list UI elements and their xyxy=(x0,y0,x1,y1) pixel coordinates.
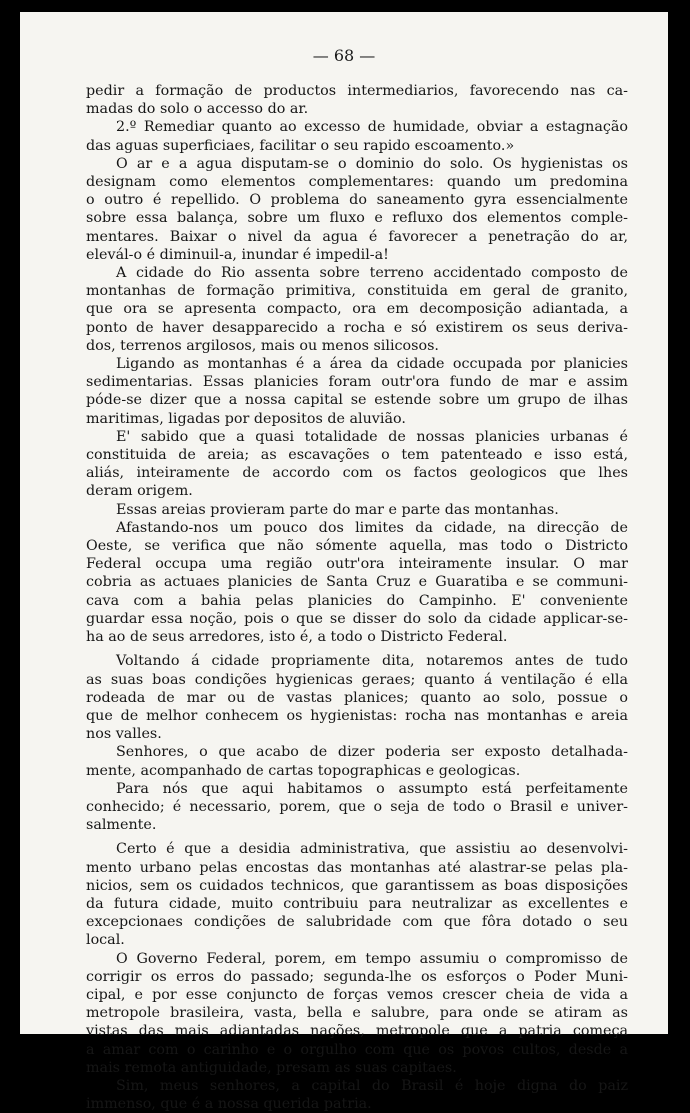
text-line: que ora se apresenta compacto, ora em decomposição adiantada, a xyxy=(86,301,628,318)
paragraph xyxy=(86,264,628,355)
text-line: Oeste, se verifica que não sómente aquella, mas todo o Districto xyxy=(86,538,628,555)
paragraph xyxy=(86,1077,628,1113)
text-line: local. xyxy=(86,932,125,949)
text-line: metropole brasileira, vasta, bella e salubre, para onde se atiram as xyxy=(86,1005,628,1022)
paragraph xyxy=(86,519,628,646)
text-line: que de melhor conhecem os hygienistas: rocha nas montanhas e areia xyxy=(86,707,628,724)
text-line: nicios, sem os cuidados technicos, que garantissem as boas disposições xyxy=(86,877,628,894)
text-line: pedir a formação de productos intermediarios, favorecendo nas ca- xyxy=(86,83,628,99)
text-line: da futura cidade, muito contribuiu para neutralizar as excellentes e xyxy=(86,895,628,912)
text-line: sedimentarias. Essas planicies foram outr'ora fundo de mar e assim xyxy=(86,374,628,391)
paragraph xyxy=(86,652,628,743)
text-line: Senhores, o que acabo de dizer poderia ser exposto detalhada- xyxy=(116,744,628,761)
text-line: guardar essa noção, pois o que se disser do solo da cidade applicar-se- xyxy=(86,610,628,627)
text-line: Essas areias provieram parte do mar e parte das montanhas. xyxy=(116,501,559,518)
text-line: cipal, e por esse conjuncto de forças vemos crescer cheia de vida a xyxy=(86,986,628,1003)
text-line: rodeada de mar ou de vastas planices; quanto ao solo, possue o xyxy=(86,689,628,706)
paragraph xyxy=(86,355,628,428)
text-line: mento urbano pelas encostas das montanhas até alastrar-se pelas pla- xyxy=(86,859,628,876)
text-line: Para nós que aqui habitamos o assumpto está perfeitamente xyxy=(116,780,628,797)
text-line: ponto de haver desapparecido a rocha e só existirem os seus deriva- xyxy=(86,319,628,336)
text-line: 2.º Remediar quanto ao excesso de humidade, obviar a estagnação xyxy=(116,119,628,136)
text-line: A cidade do Rio assenta sobre terreno accidentado composto de xyxy=(116,265,628,282)
text-line: corrigir os erros do passado; segunda-lhe os esforços o Poder Muni- xyxy=(86,968,628,985)
text-line: O ar e a agua disputam-se o dominio do solo. Os hygienistas os xyxy=(116,155,628,172)
text-line: sobre essa balança, sobre um fluxo e refluxo dos elementos comple- xyxy=(86,210,628,227)
text-line: mais remota antiguidade, presam as suas capitaes. xyxy=(86,1059,457,1076)
text-line: conhecido; é necessario, porem, que o seja de todo o Brasil e univer- xyxy=(86,798,628,815)
page-number: — 68 — xyxy=(312,46,376,65)
text-line: excepcionaes condições de salubridade com que fôra dotado o seu xyxy=(86,914,628,931)
text-line: cobria as actuaes planicies de Santa Cruz e Guaratiba e se communi- xyxy=(86,574,628,591)
paragraph xyxy=(86,840,628,949)
paragraph xyxy=(86,428,628,501)
text-line: mentares. Baixar o nivel da agua é favorecer a penetração do ar, xyxy=(86,228,628,245)
text-line: constituida de areia; as escavações o tem patenteado e isso está, xyxy=(86,447,628,464)
text-line: designam como elementos complementares: quando um predomina xyxy=(86,174,628,191)
text-line: o outro é repellido. O problema do saneamento gyra essencialmente xyxy=(86,192,628,209)
paragraph xyxy=(86,780,628,835)
body-text xyxy=(86,82,628,1113)
text-line: immenso, que é a nossa querida patria. xyxy=(86,1096,372,1113)
text-line: montanhas de formação primitiva, constituida em geral de granito, xyxy=(86,283,628,300)
text-line: Ligando as montanhas é a área da cidade occupada por planicies xyxy=(116,356,628,373)
text-line: cava com a bahia pelas planicies do Campinho. E' conveniente xyxy=(86,592,628,609)
text-line: maritimas, ligadas por depositos de aluvião. xyxy=(86,410,406,427)
text-line: Certo é que a desidia administrativa, que assistiu ao desenvolvi- xyxy=(116,841,628,858)
paragraph xyxy=(86,950,628,1077)
paragraph xyxy=(86,501,628,519)
text-line: a amar com o carinho e o orgulho com que os povos cultos, desde a xyxy=(86,1041,628,1058)
text-line: ha ao de seus arredores, isto é, a todo o Districto Federal. xyxy=(86,629,508,646)
book-page xyxy=(20,12,668,1113)
text-line: mente, acompanhado de cartas topographicas e geologicas. xyxy=(86,762,521,779)
text-line: Voltando á cidade propriamente dita, notaremos antes de tudo xyxy=(116,653,628,670)
text-line: salmente. xyxy=(86,817,157,834)
text-line: elevál-o é diminuil-a, inundar é impedil-a! xyxy=(86,246,389,263)
text-line: E' sabido que a quasi totalidade de nossas planicies urbanas é xyxy=(116,428,628,445)
text-line: nos valles. xyxy=(86,726,162,743)
text-line: Afastando-nos um pouco dos limites da cidade, na direcção de xyxy=(116,519,628,536)
text-line: O Governo Federal, porem, em tempo assumiu o compromisso de xyxy=(116,950,628,967)
text-line: Sim, meus senhores, a capital do Brasil é hoje digna do paiz xyxy=(116,1077,628,1094)
text-line: póde-se dizer que a nossa capital se estende sobre um grupo de ilhas xyxy=(86,392,628,409)
text-line: madas do solo o accesso do ar. xyxy=(86,101,309,118)
text-line: aliás, inteiramente de accordo com os factos geologicos que lhes xyxy=(86,465,628,482)
text-line: vistas das mais adiantadas nações, metropole que a patria começa xyxy=(86,1023,628,1040)
text-line: deram origem. xyxy=(86,483,193,500)
text-line: dos, terrenos argilosos, mais ou menos silicosos. xyxy=(86,337,439,354)
paragraph xyxy=(86,82,628,118)
paragraph xyxy=(86,155,628,264)
paragraph xyxy=(86,743,628,779)
text-line: as suas boas condições hygienicas geraes; quanto á ventilação é ella xyxy=(86,671,628,688)
text-line: Federal occupa uma região outr'ora inteiramente insular. O mar xyxy=(86,556,628,573)
text-line: das aguas superficiaes, facilitar o seu rapido escoamento.» xyxy=(86,137,515,154)
paragraph xyxy=(86,118,628,154)
